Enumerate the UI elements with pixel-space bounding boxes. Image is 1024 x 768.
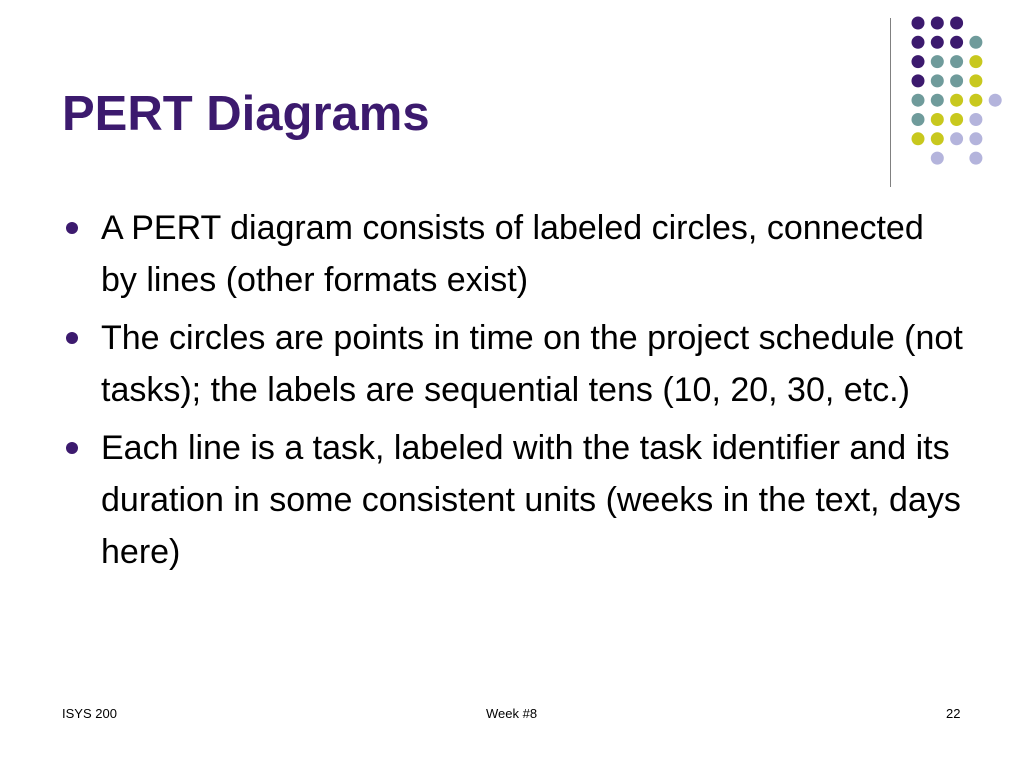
bullet-text: A PERT diagram consists of labeled circles, connected by lines (other formats exist) [101, 209, 924, 299]
bullet-text: Each line is a task, labeled with the task identifier and its duration in some consistent units (weeks in the text, days here) [101, 429, 961, 571]
footer-week: Week #8 [486, 706, 538, 721]
decorative-dot [912, 36, 925, 49]
decorative-dot [950, 113, 963, 126]
bullet-item [64, 202, 964, 306]
decorative-dot [950, 17, 963, 30]
decorative-dot [969, 74, 982, 87]
decorative-dot [931, 113, 944, 126]
decorative-dot [950, 36, 963, 49]
decorative-dot [931, 17, 944, 30]
decorative-dot [950, 132, 963, 145]
decorative-dot [969, 94, 982, 107]
bullet-marker-icon [66, 222, 78, 234]
bullet-item [64, 422, 964, 578]
bullet-text: The circles are points in time on the project schedule (not tasks); the labels are sequential tens (10, 20, 30, etc.) [101, 319, 963, 409]
decorative-dot [931, 94, 944, 107]
title-divider-line [890, 18, 891, 187]
decorative-dot [912, 74, 925, 87]
decorative-dot [950, 55, 963, 68]
decorative-dot [912, 17, 925, 30]
footer-course: ISYS 200 [62, 706, 117, 721]
decorative-dot [912, 94, 925, 107]
decorative-dot [989, 94, 1002, 107]
footer-page-number: 22 [946, 706, 961, 721]
bullet-list [64, 202, 964, 584]
decorative-dot [931, 36, 944, 49]
decorative-dot [950, 94, 963, 107]
decorative-dot [912, 113, 925, 126]
bullet-marker-icon [66, 442, 78, 454]
decorative-dot [931, 55, 944, 68]
bullet-item [64, 312, 964, 416]
decorative-dot [969, 152, 982, 165]
page-title: PERT Diagrams [62, 87, 430, 141]
decorative-dot [969, 36, 982, 49]
decorative-dot [931, 74, 944, 87]
decorative-dot [912, 55, 925, 68]
decorative-dot [931, 152, 944, 165]
bullet-marker-icon [66, 332, 78, 344]
decorative-dot [969, 132, 982, 145]
decorative-dot [950, 74, 963, 87]
decorative-dot [969, 113, 982, 126]
decorative-dot [931, 132, 944, 145]
decorative-dot [969, 55, 982, 68]
decorative-dot [912, 132, 925, 145]
